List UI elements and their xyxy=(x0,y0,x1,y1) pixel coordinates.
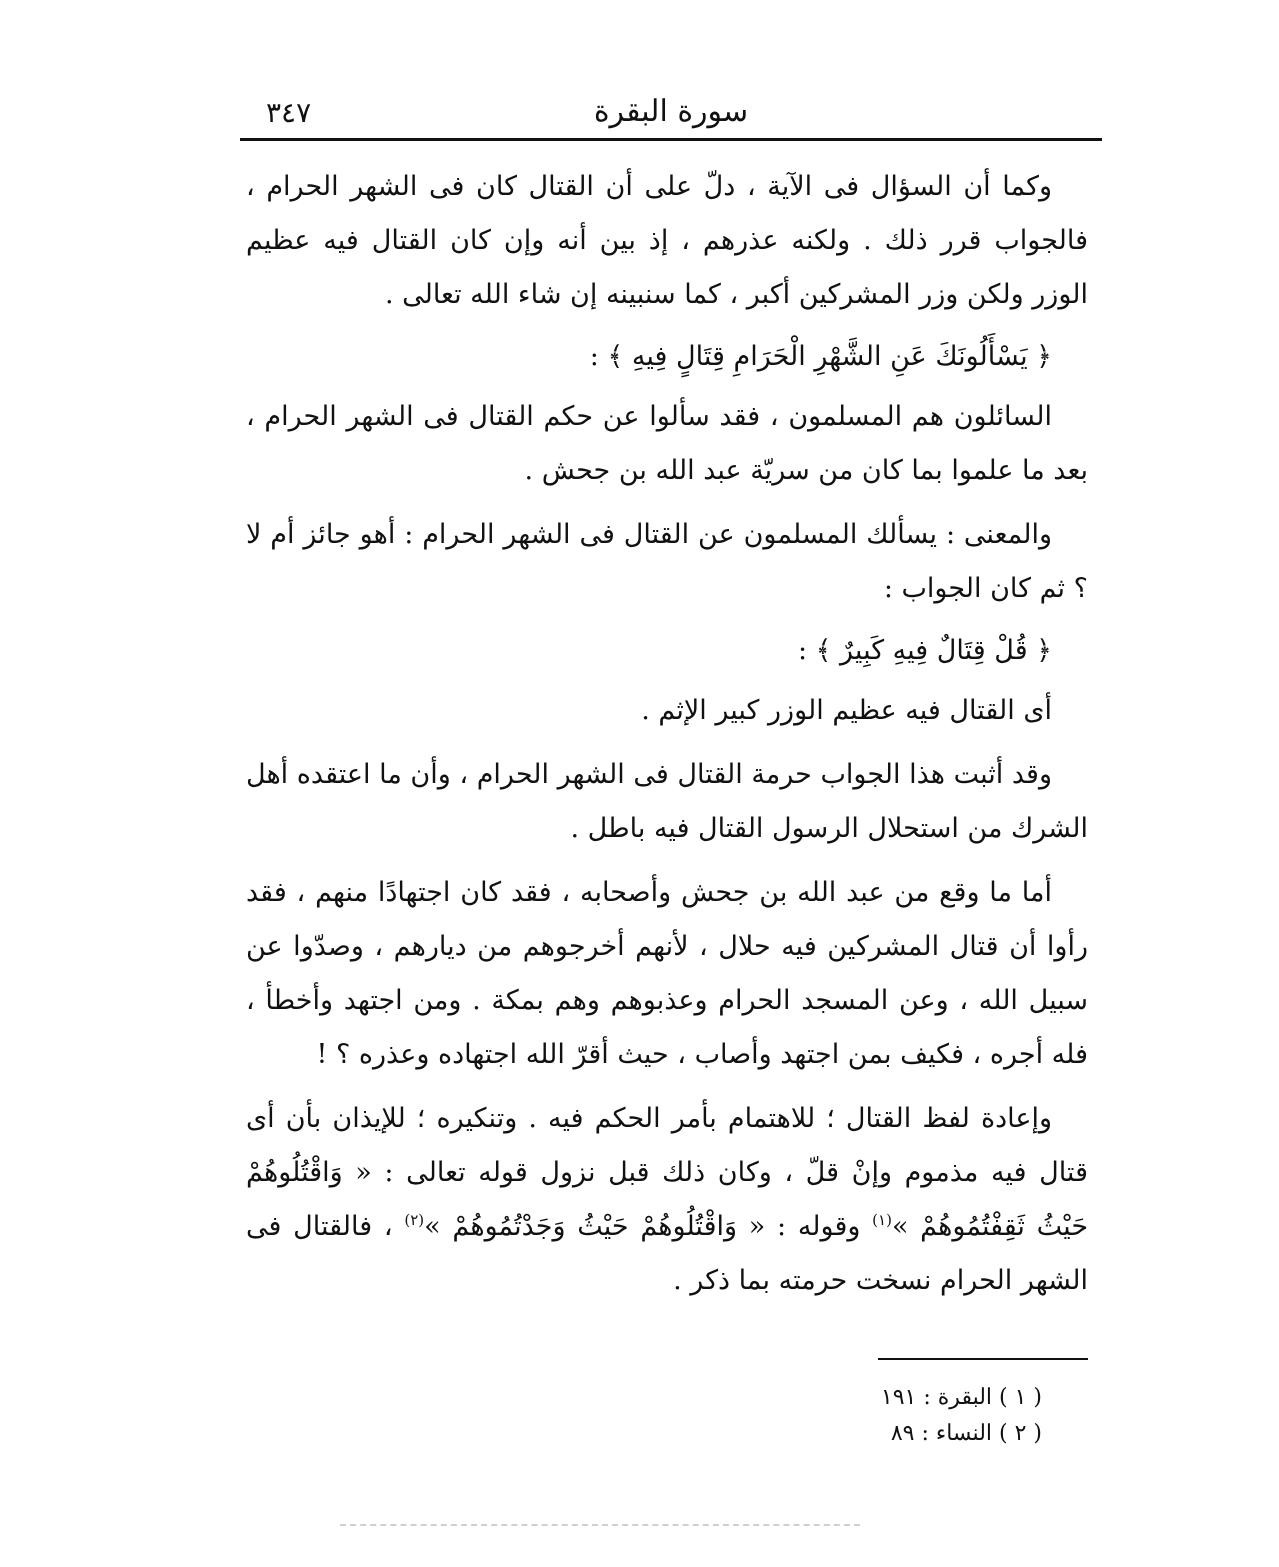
paragraph-1: وكما أن السؤال فى الآية ، دلّ على أن القتال كان فى الشهر الحرام ، فالجواب قرر ذلك . ولكنه عذرهم ، إذ بين أنه وإن كان القتال فيه عظيم الوزر ولكن وزر المشركين أكبر ، كما سنبينه إن شاء الله تعالى . xyxy=(246,171,1088,310)
page-header xyxy=(240,92,1102,134)
page-number: ٣٤٧ xyxy=(266,96,312,129)
paragraph-4: أى القتال فيه عظيم الوزر كبير الإثم . xyxy=(641,695,1052,726)
paragraph-7-part-a: وإعادة لفظ القتال ؛ للاهتمام بأمر الحكم فيه . وتنكيره ؛ للإيذان بأن أى قتال فيه مذموم وإنْ قلّ ، وكان ذلك قبل نزول قوله تعالى : « وَاقْتُلُوهُمْ حَيْثُ ثَقِفْتُمُوهُمْ » xyxy=(246,1103,1089,1242)
footnote-ref-2: (٢) xyxy=(404,1211,425,1229)
paragraph-7-part-b: وقوله : « وَاقْتُلُوهُمْ حَيْثُ وَجَدْتُمُوهُمْ » xyxy=(424,1211,873,1242)
paragraph-6: أما ما وقع من عبد الله بن جحش وأصحابه ، فقد كان اجتهادًا منهم ، فقد رأوا أن قتال المشركين فيه حلال ، لأنهم أخرجوهم من ديارهم ، وصدّوا عن سبيل الله ، وعن المسجد الحرام وعذبوهم وهم بمكة . ومن اجتهد وأخطأ ، فله أجره ، فكيف بمن اجتهد وأصاب ، حيث أقرّ الله اجتهاده وعذره ؟ ! xyxy=(246,877,1088,1070)
verse-quote-2: ﴿ قُلْ قِتَالٌ فِيهِ كَبِيرٌ ﴾ : xyxy=(797,635,1052,666)
footnote-1: ( ١ ) البقرة : ١٩١ xyxy=(880,1385,1042,1410)
paragraph-7 xyxy=(246,1092,1088,1308)
header-rule xyxy=(240,138,1102,141)
verse-quote-1: ﴿ يَسْأَلُونَكَ عَنِ الشَّهْرِ الْحَرَامِ قِتَالٍ فِيهِ ﴾ : xyxy=(589,341,1052,372)
surah-title: سورة البقرة xyxy=(593,94,749,129)
paragraph-7-part-c: ، فالقتال فى الشهر الحرام نسخت حرمته بما ذكر . xyxy=(246,1211,1088,1296)
footnote-rule xyxy=(878,1358,1088,1360)
footnote-2: ( ٢ ) النساء : ٨٩ xyxy=(890,1421,1042,1446)
footnotes xyxy=(760,1380,1042,1452)
paragraph-3: والمعنى : يسألك المسلمون عن القتال فى الشهر الحرام : أهو جائز أم لا ؟ ثم كان الجواب : xyxy=(246,519,1088,604)
scan-edge-line xyxy=(340,1524,860,1526)
body-text xyxy=(246,160,1088,1316)
paragraph-5: وقد أثبت هذا الجواب حرمة القتال فى الشهر الحرام ، وأن ما اعتقده أهل الشرك من استحلال الرسول القتال فيه باطل . xyxy=(246,759,1088,844)
footnote-ref-1: (١) xyxy=(872,1211,892,1229)
paragraph-2: السائلون هم المسلمون ، فقد سألوا عن حكم القتال فى الشهر الحرام ، بعد ما علموا بما كان من سريّة عبد الله بن جحش . xyxy=(246,401,1088,486)
